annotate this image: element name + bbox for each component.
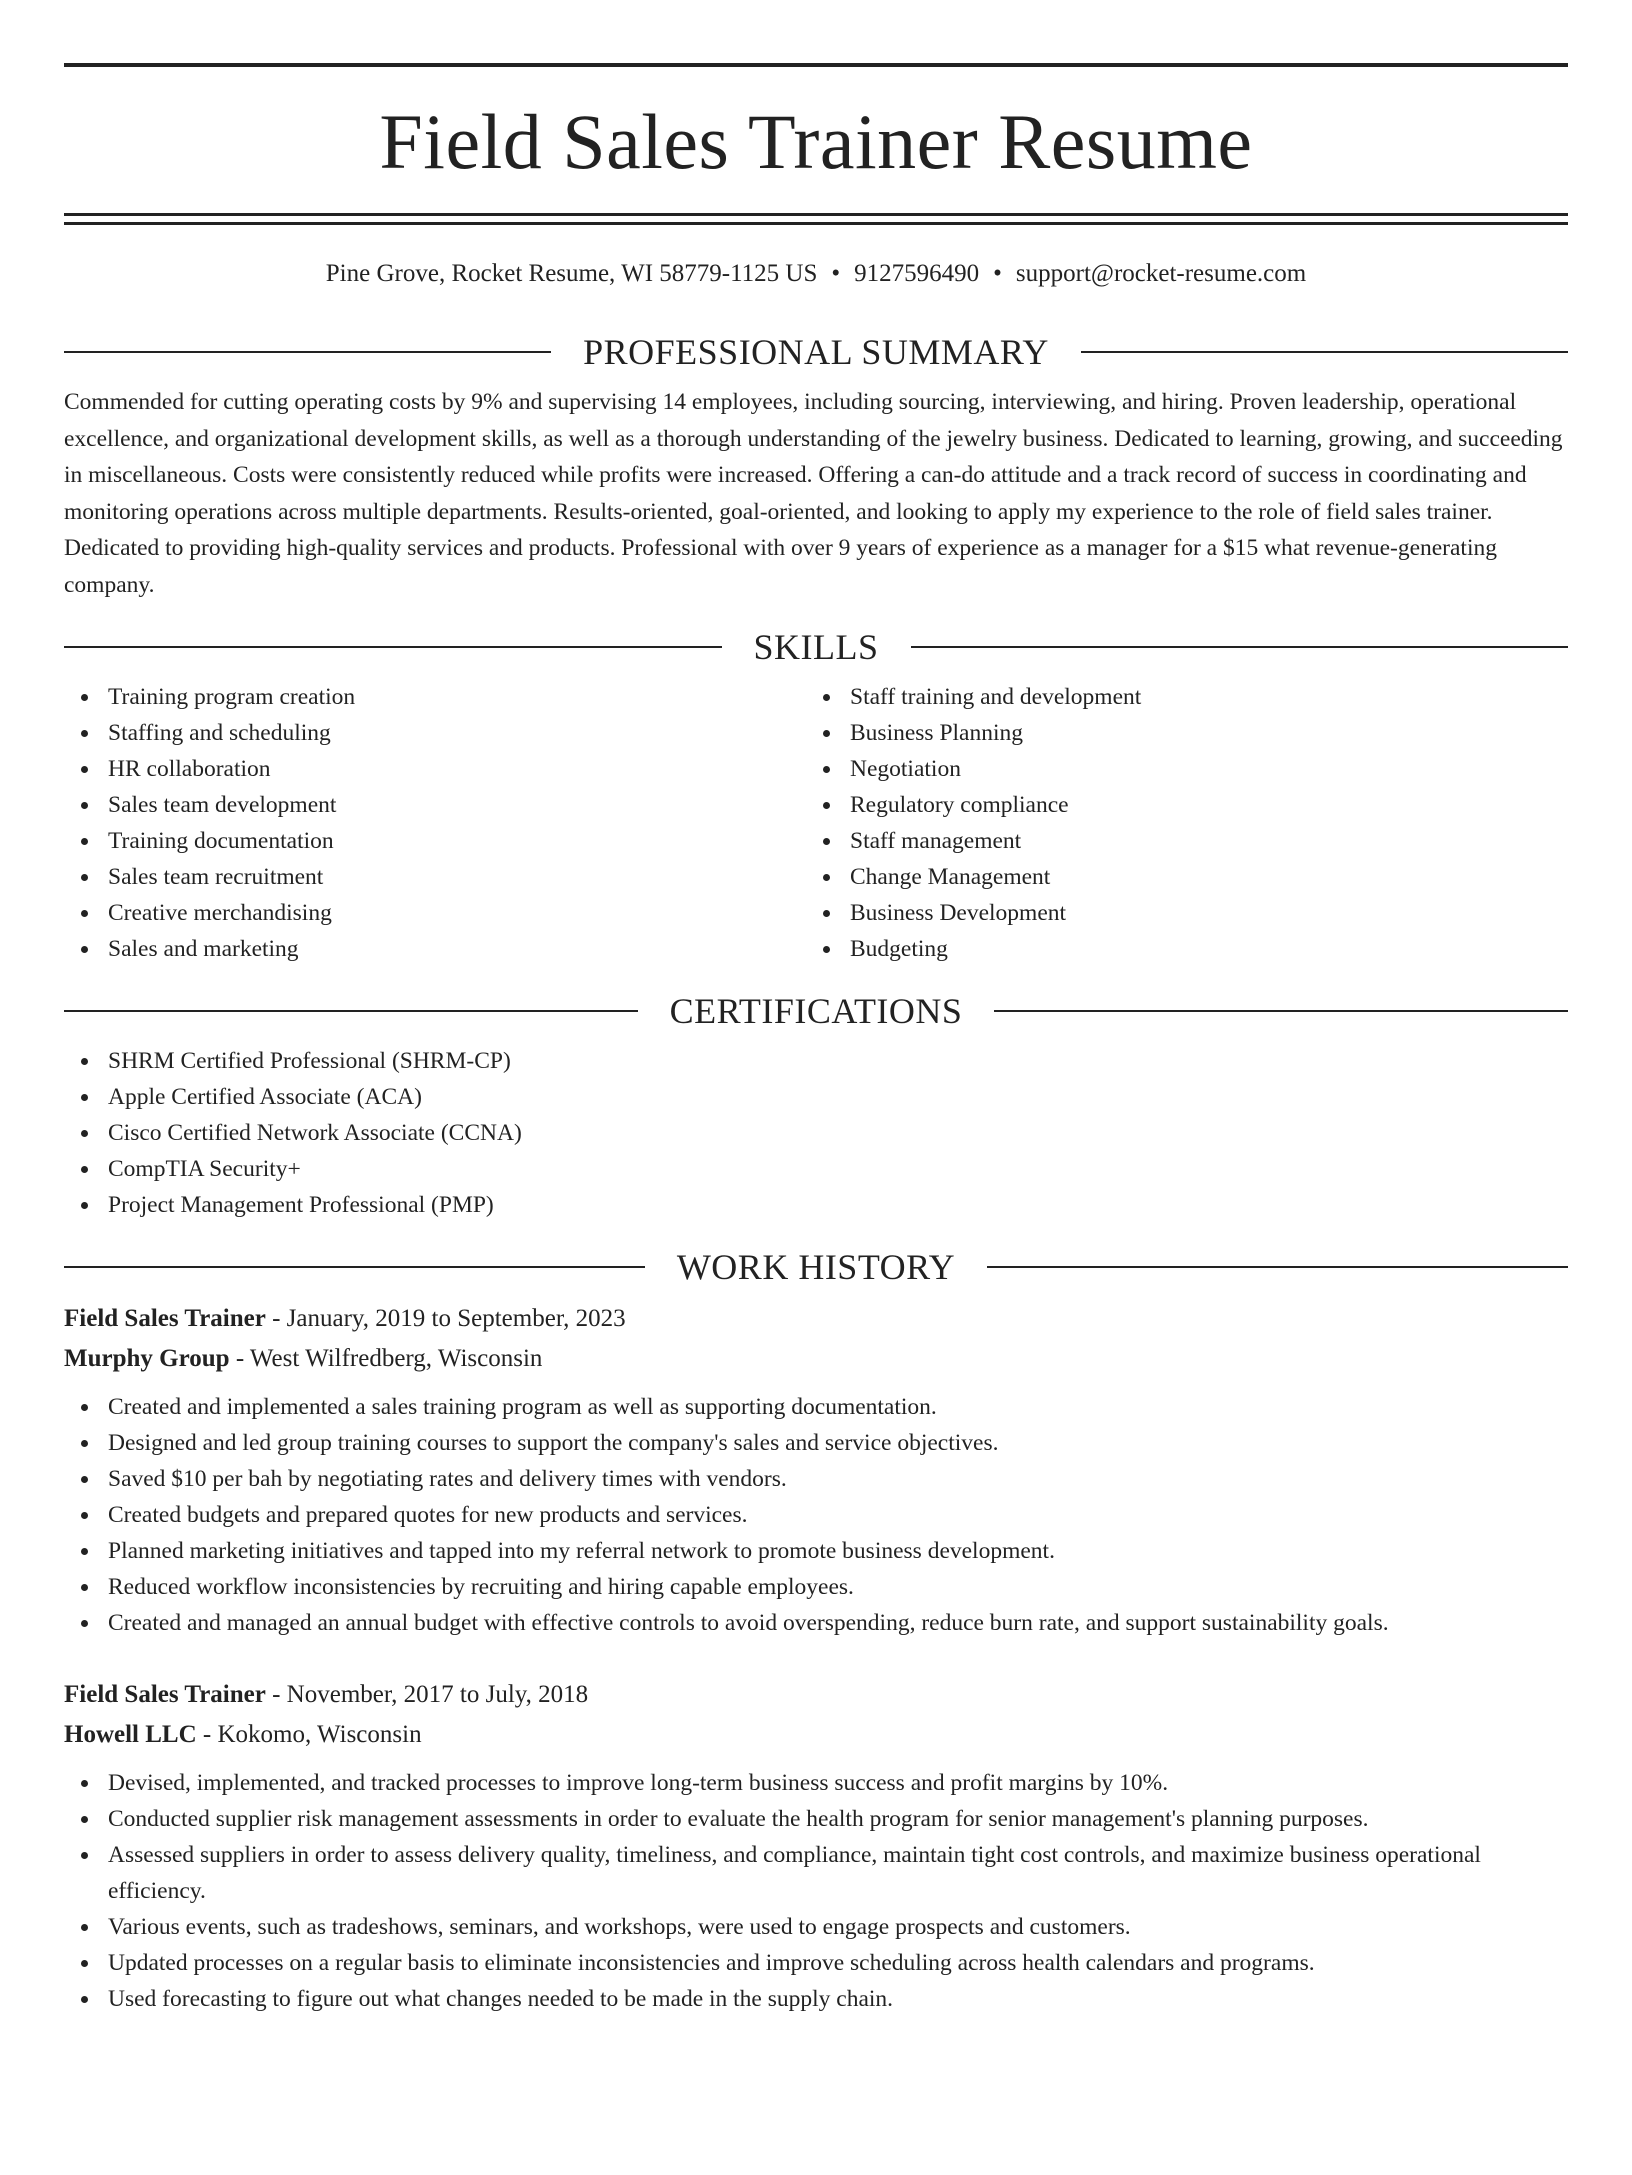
job-company: Murphy Group [64, 1345, 230, 1372]
skill-item: Sales team recruitment [108, 859, 806, 895]
certifications-heading: CERTIFICATIONS [669, 991, 963, 1031]
section-rule [64, 646, 722, 648]
job-bullet: Reduced workflow inconsistencies by recruiting and hiring capable employees. [108, 1569, 1568, 1605]
skill-item: Business Development [850, 895, 1548, 931]
job-bullet: Saved $10 per bah by negotiating rates and delivery times with vendors. [108, 1461, 1568, 1497]
certifications-section-header [64, 991, 1568, 1031]
skill-item: Training program creation [108, 679, 806, 715]
contact-email: support@rocket-resume.com [1015, 260, 1307, 287]
skill-item: Business Planning [850, 715, 1548, 751]
certification-item: SHRM Certified Professional (SHRM-CP) [108, 1043, 1568, 1079]
contact-address: Pine Grove, Rocket Resume, WI 58779-1125 US [325, 260, 818, 287]
section-rule [64, 1010, 638, 1012]
work-history-heading: WORK HISTORY [676, 1247, 956, 1287]
skills-left-list [64, 679, 806, 967]
skill-item: Sales team development [108, 787, 806, 823]
job-entry [64, 1675, 1568, 2017]
contact-separator: • [993, 260, 1002, 287]
job-company: Howell LLC [64, 1721, 197, 1748]
section-rule [987, 1266, 1568, 1268]
section-rule [1081, 351, 1568, 353]
job-bullet: Created budgets and prepared quotes for new products and services. [108, 1497, 1568, 1533]
contact-phone: 9127596490 [854, 260, 980, 287]
skill-item: Regulatory compliance [850, 787, 1548, 823]
job-title: Field Sales Trainer [64, 1681, 266, 1708]
skills-section-header [64, 627, 1568, 667]
job-bullet: Conducted supplier risk management assessments in order to evaluate the health program for senior management's planning purposes. [108, 1801, 1568, 1837]
certification-item: Project Management Professional (PMP) [108, 1187, 1568, 1223]
skills-right-list [806, 679, 1548, 967]
job-title: Field Sales Trainer [64, 1305, 266, 1332]
skill-item: Change Management [850, 859, 1548, 895]
skill-item: Staffing and scheduling [108, 715, 806, 751]
skills-column-right [806, 679, 1548, 967]
certifications-items [64, 1043, 1568, 1223]
job-company-line [64, 1715, 1568, 1755]
skill-item: Negotiation [850, 751, 1548, 787]
skill-item: Staff training and development [850, 679, 1548, 715]
summary-text: Commended for cutting operating costs by 9% and supervising 14 employees, including sourcing, interviewing, and hiring. Proven leadership, operational excellence, and organizational development skills, as well as a thorough understanding of the jewelry business. Dedicated to learning, growing, and succeeding in miscellaneous. Costs were consistently reduced while profits were increased. Offering a can-do attitude and a track record of success in coordinating and monitoring operations across multiple departments. Results-oriented, goal-oriented, and looking to apply my experience to the role of field sales trainer. Dedicated to providing high-quality services and products. Professional with over 9 years of experience as a manager for a $15 what revenue-generating company. [64, 389, 1563, 598]
work-history-section-header [64, 1247, 1568, 1287]
skill-item: Staff management [850, 823, 1548, 859]
skill-item: Sales and marketing [108, 931, 806, 967]
section-rule [64, 351, 551, 353]
resume-page [0, 63, 1632, 2175]
job-bullet: Created and implemented a sales training program as well as supporting documentation. [108, 1389, 1568, 1425]
certification-item: Apple Certified Associate (ACA) [108, 1079, 1568, 1115]
top-rule [64, 63, 1568, 67]
skill-item: HR collaboration [108, 751, 806, 787]
skills-heading: SKILLS [753, 627, 879, 667]
section-rule [994, 1010, 1568, 1012]
skill-item: Budgeting [850, 931, 1548, 967]
job-title-line [64, 1675, 1568, 1715]
job-bullet: Designed and led group training courses to support the company's sales and service objectives. [108, 1425, 1568, 1461]
contact-separator: • [831, 260, 841, 287]
job-bullet: Planned marketing initiatives and tapped into my referral network to promote business development. [108, 1533, 1568, 1569]
certifications-list [64, 1043, 1568, 1223]
skills-column-left [64, 679, 806, 967]
job-bullet: Assessed suppliers in order to assess delivery quality, timeliness, and compliance, maintain tight cost controls, and maximize business operational efficiency. [108, 1837, 1568, 1909]
job-bullets [64, 1389, 1568, 1641]
resume-title: Field Sales Trainer Resume [379, 98, 1253, 185]
skill-item: Training documentation [108, 823, 806, 859]
contact-line [64, 261, 1568, 286]
job-entry [64, 1299, 1568, 1641]
section-rule [64, 1266, 645, 1268]
skills-list [64, 679, 1568, 967]
title-double-rule [64, 213, 1568, 225]
job-dates: - January, 2019 to September, 2023 [265, 1305, 626, 1332]
job-bullet: Created and managed an annual budget with effective controls to avoid overspending, reduce burn rate, and support sustainability goals. [108, 1605, 1568, 1641]
certification-item: Cisco Certified Network Associate (CCNA) [108, 1115, 1568, 1151]
summary-section-header [64, 332, 1568, 372]
job-bullet: Used forecasting to figure out what changes needed to be made in the supply chain. [108, 1981, 1568, 2017]
section-rule [911, 646, 1569, 648]
job-bullet: Various events, such as tradeshows, seminars, and workshops, were used to engage prospects and customers. [108, 1909, 1568, 1945]
job-company-line [64, 1339, 1568, 1379]
job-location: - Kokomo, Wisconsin [196, 1721, 422, 1748]
job-title-line [64, 1299, 1568, 1339]
job-bullets [64, 1765, 1568, 2017]
summary-heading: PROFESSIONAL SUMMARY [583, 332, 1049, 372]
job-bullet: Updated processes on a regular basis to eliminate inconsistencies and improve scheduling across health calendars and programs. [108, 1945, 1568, 1981]
job-bullet: Devised, implemented, and tracked processes to improve long-term business success and profit margins by 10%. [108, 1765, 1568, 1801]
skill-item: Creative merchandising [108, 895, 806, 931]
certification-item: CompTIA Security+ [108, 1151, 1568, 1187]
job-dates: - November, 2017 to July, 2018 [265, 1681, 589, 1708]
job-location: - West Wilfredberg, Wisconsin [229, 1345, 543, 1372]
